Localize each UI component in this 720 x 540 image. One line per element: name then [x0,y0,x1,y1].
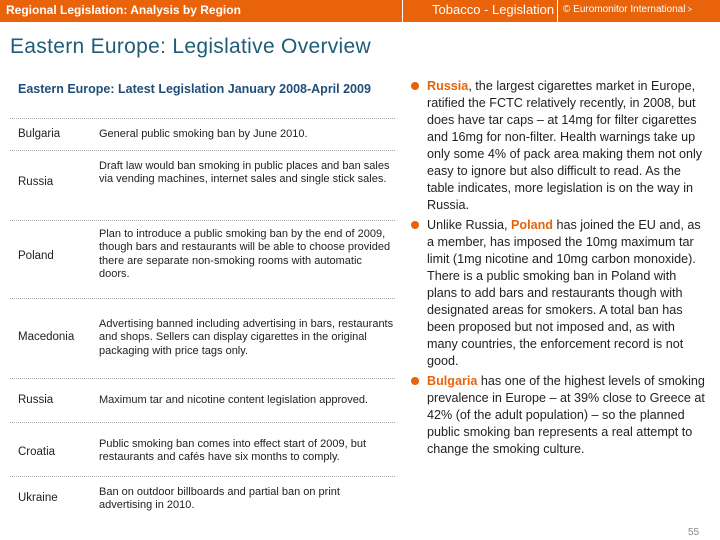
bullet-dot-icon [411,377,419,385]
country-cell: Macedonia [18,331,75,343]
legislation-cell: Plan to introduce a public smoking ban by the end of 2009, though bars and restaurants will be able to choose provided there are separate non-smoking rooms with automatic doors. [99,228,391,281]
page-number: 55 [688,527,700,538]
legislation-cell: General public smoking ban by June 2010. [99,128,308,140]
header-divider [557,0,558,22]
bullet-russia [408,78,708,214]
table-title: Eastern Europe: Latest Legislation January 2008-April 2009 [18,82,371,96]
table-row [10,220,395,298]
bullet-text: has one of the highest levels of smoking prevalence in Europe – at 39% close to Greece at 42% (of the adult population) – so the planned public smoking ban represents a real attempt to change the smoking culture. [427,374,705,456]
chevron-right-icon: > [687,5,693,14]
legislation-cell: Public smoking ban comes into effect start of 2009, but restaurants and cafés have six months to comply. [99,438,367,464]
header-divider [402,0,403,22]
country-cell: Ukraine [18,492,58,504]
legislation-cell: Draft law would ban smoking in public places and ban sales via vending machines, internet sales and single stick sales. [99,160,390,186]
bullet-dot-icon [411,221,419,229]
header-bar [0,0,720,22]
country-cell: Poland [18,250,54,262]
country-highlight: Bulgaria [427,374,478,388]
commentary-list [408,78,708,461]
topic-title: Tobacco - Legislation [432,2,555,17]
country-highlight: Poland [511,218,553,232]
bullet-dot-icon [411,82,419,90]
copyright-link[interactable]: © Euromonitor International > [563,4,693,15]
table-row [10,118,395,150]
section-title: Regional Legislation: Analysis by Region [6,3,241,17]
table-row [10,476,395,520]
country-cell: Bulgaria [18,128,61,140]
country-cell: Russia [18,394,54,406]
bullet-poland [408,217,708,370]
country-cell: Russia [18,176,54,188]
page-title: Eastern Europe: Legislative Overview [10,35,371,58]
table-row [10,378,395,422]
table-row [10,298,395,378]
country-cell: Croatia [18,446,56,458]
legislation-cell: Maximum tar and nicotine content legislation approved. [99,394,369,406]
legislation-cell: Advertising banned including advertising in bars, restaurants and shops. Sellers can display cigarettes in the original packaging with price tags only. [99,318,394,357]
bullet-prefix: Unlike Russia, [427,218,511,232]
bullet-text: has joined the EU and, as a member, has imposed the 10mg maximum tar limit (1mg nicotine and 10mg carbon monoxide). There is a public smoking ban in Poland with plans to add bars and restaurants though with designated areas for smokers. A total ban has been proposed but not imposed and, as with many countries, the enforcement record is not good. [427,218,701,368]
table-row [10,150,395,220]
table-row [10,422,395,476]
bullet-bulgaria [408,373,708,458]
country-highlight: Russia [427,79,469,93]
bullet-text: , the largest cigarettes market in Europe, ratified the FCTC relatively recently, in 2008, but does have tar caps – at 14mg for filter cigarettes and 16mg for non-filter. Health warnings take up only some 4% of pack area making them not only easy to ignore but also difficult to read. As the table indicates, more legislation is on the way in Russia. [427,79,703,212]
legislation-cell: Ban on outdoor billboards and partial ban on print advertising in 2010. [99,486,340,512]
